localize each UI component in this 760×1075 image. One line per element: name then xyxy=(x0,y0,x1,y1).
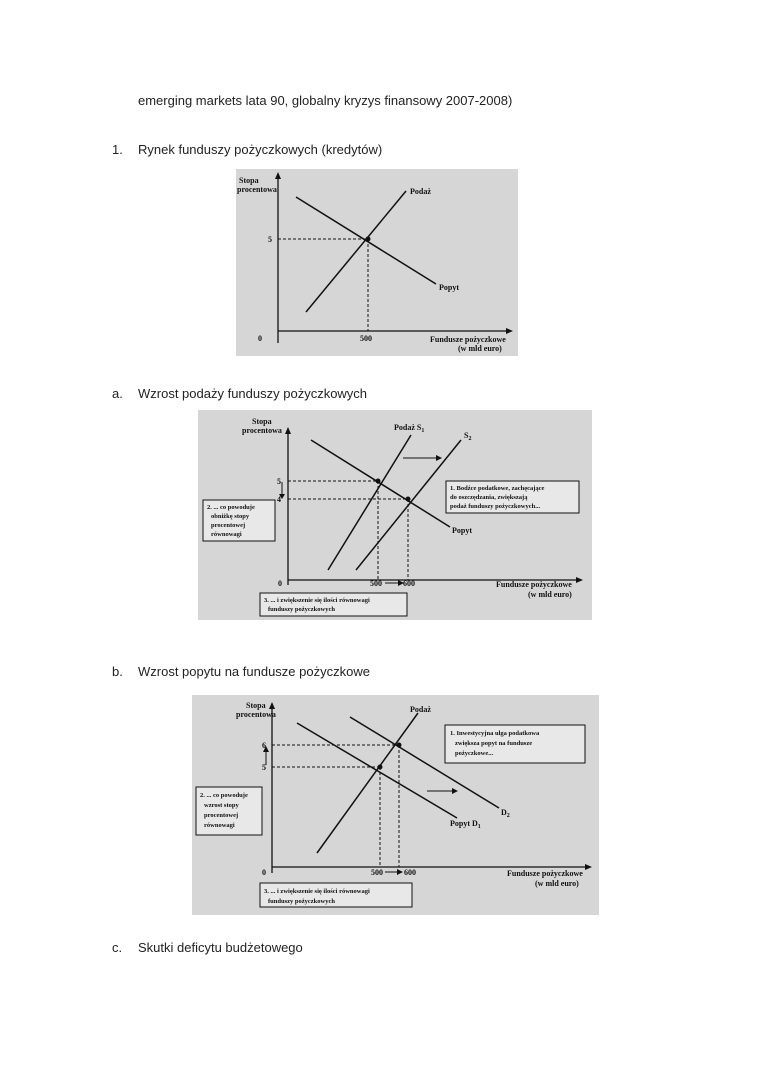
section-title: Skutki deficytu budżetowego xyxy=(138,940,303,955)
annotation-box-1 xyxy=(446,481,579,513)
section-number: a. xyxy=(112,386,123,401)
origin-label: 0 xyxy=(278,579,282,588)
y-axis xyxy=(269,702,275,873)
supply-label: Podaż xyxy=(410,705,431,714)
svg-text:1. Bodźce podatkowe, zachęcają: 1. Bodźce podatkowe, zachęcające xyxy=(450,485,545,492)
y-axis xyxy=(275,172,281,343)
rate-tick-1: 5 xyxy=(277,477,281,486)
section-number: c. xyxy=(112,940,123,955)
qty-tick-1: 500 xyxy=(371,868,383,877)
section-title: Rynek funduszy pożyczkowych (kredytów) xyxy=(138,142,383,157)
origin-label: 0 xyxy=(262,868,266,877)
rate-tick-2: 4 xyxy=(277,495,281,504)
svg-text:funduszy pożyczkowych: funduszy pożyczkowych xyxy=(268,606,335,613)
annotation-box-2 xyxy=(196,787,262,835)
y-axis-label: Stopa xyxy=(239,176,259,185)
svg-text:3. ... i zwiększenie się ilośc: 3. ... i zwiększenie się ilości równowagi xyxy=(264,597,370,604)
rate-tick-1: 6 xyxy=(262,741,266,750)
svg-text:równowagi: równowagi xyxy=(204,822,235,829)
supply-s2-label: S xyxy=(464,431,469,440)
section-number: b. xyxy=(112,664,123,679)
supply-label: Podaż xyxy=(410,187,431,196)
svg-text:procentowej: procentowej xyxy=(211,522,246,529)
x-axis-label: Fundusze pożyczkowe xyxy=(507,869,583,878)
annotation-box-3 xyxy=(260,593,407,616)
svg-text:3. ... i zwiększenie się ilośc: 3. ... i zwiększenie się ilości równowagi xyxy=(264,888,370,895)
supply-s2-subscript: 2 xyxy=(468,436,472,442)
x-axis-label: Fundusze pożyczkowe xyxy=(430,335,506,344)
section-title: Wzrost podaży funduszy pożyczkowych xyxy=(138,386,368,401)
page-heading: emerging markets lata 90, globalny kryzys finansowy 2007-2008) xyxy=(138,93,513,108)
demand-label: Popyt xyxy=(439,283,459,292)
y-axis xyxy=(285,427,291,585)
svg-text:procentowej: procentowej xyxy=(204,812,239,819)
equilibrium-point-2 xyxy=(397,743,402,748)
svg-text:2. ... co powoduje: 2. ... co powoduje xyxy=(200,792,248,799)
x-axis-label: Fundusze pożyczkowe xyxy=(496,580,572,589)
demand-d2-subscript: 2 xyxy=(506,813,510,819)
equilibrium-point-1 xyxy=(376,479,381,484)
svg-text:1. Inwestycyjna ulga podatkowa: 1. Inwestycyjna ulga podatkowa xyxy=(450,730,540,737)
demand-d1-subscript: 1 xyxy=(477,824,481,830)
svg-text:obniżkę stopy: obniżkę stopy xyxy=(211,513,250,520)
equilibrium-point-1 xyxy=(378,765,383,770)
y-axis-label: Stopa xyxy=(246,701,266,710)
svg-text:D2 xyxy=(501,808,510,819)
svg-text:zwiększa popyt na fundusze: zwiększa popyt na fundusze xyxy=(455,740,533,747)
supply-curve xyxy=(317,713,418,853)
y-axis-label: procentowa xyxy=(237,185,277,194)
demand-label: Popyt xyxy=(452,526,472,535)
x-axis xyxy=(278,328,513,334)
figure-demand-increase xyxy=(192,695,599,915)
supply-s1-label: Podaż S xyxy=(394,423,422,432)
y-axis-label: Stopa xyxy=(252,417,272,426)
svg-text:do oszczędzania, zwiększają: do oszczędzania, zwiększają xyxy=(450,494,528,501)
demand-curve-d1 xyxy=(297,723,457,818)
supply-curve-s1 xyxy=(328,435,411,570)
supply-curve xyxy=(306,191,406,312)
equilibrium-point-2 xyxy=(406,497,411,502)
qty-tick-1: 500 xyxy=(370,579,382,588)
svg-text:S2 xyxy=(464,431,471,442)
rate-tick-2: 5 xyxy=(262,763,266,772)
figure-supply-increase xyxy=(198,410,592,620)
svg-text:równowagi: równowagi xyxy=(211,531,242,538)
section-number: 1. xyxy=(112,142,123,157)
svg-text:pożyczkowe...: pożyczkowe... xyxy=(455,750,494,757)
x-axis-unit: (w mld euro) xyxy=(535,879,579,888)
demand-d2-label: D xyxy=(501,808,507,817)
x-axis-unit: (w mld euro) xyxy=(458,344,502,353)
svg-text:Stopa xyxy=(239,176,259,185)
annotation-box-1 xyxy=(445,725,585,763)
svg-text:2. ... co powoduje: 2. ... co powoduje xyxy=(207,504,255,511)
qty-tick: 500 xyxy=(360,334,372,343)
svg-text:Podaż S1 xyxy=(394,423,424,434)
svg-text:procentowa xyxy=(237,185,277,194)
qty-tick-2: 600 xyxy=(404,868,416,877)
annotation-box-2 xyxy=(203,500,275,541)
equilibrium-point xyxy=(366,237,371,242)
demand-curve xyxy=(311,440,450,527)
origin-label: 0 xyxy=(258,334,262,343)
svg-text:funduszy pożyczkowych: funduszy pożyczkowych xyxy=(268,898,335,905)
svg-text:wzrost stopy: wzrost stopy xyxy=(204,802,239,809)
annotation-box-3 xyxy=(260,883,412,907)
figure-loanable-funds-market xyxy=(236,169,518,356)
y-axis-label: procentowa xyxy=(242,426,282,435)
rate-tick: 5 xyxy=(268,235,272,244)
svg-text:Popyt D1 xyxy=(450,819,481,830)
demand-d1-label: Popyt D xyxy=(450,819,478,828)
y-axis-label: procentowa xyxy=(236,710,276,719)
supply-s1-subscript: 1 xyxy=(421,428,425,434)
qty-tick-2: 600 xyxy=(403,579,415,588)
x-axis-unit: (w mld euro) xyxy=(528,590,572,599)
svg-text:podaż funduszy pożyczkowych...: podaż funduszy pożyczkowych... xyxy=(450,503,541,510)
section-title: Wzrost popytu na fundusze pożyczkowe xyxy=(138,664,370,679)
